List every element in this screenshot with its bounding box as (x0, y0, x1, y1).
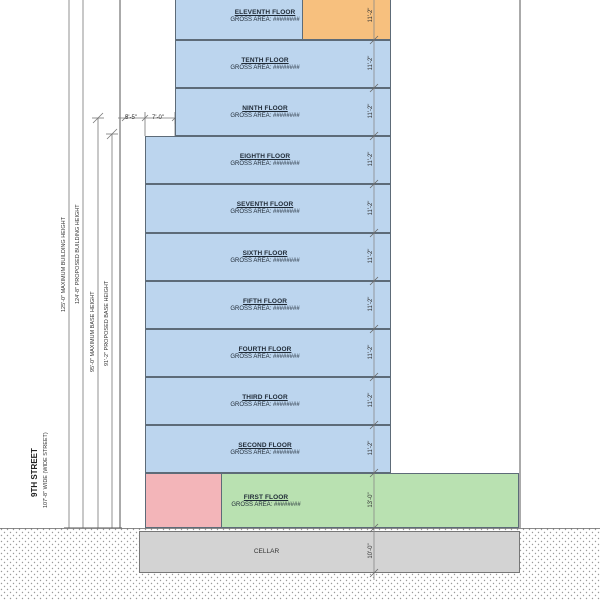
floor-seventh-text: SEVENTH FLOOR GROSS AREA: ######## (230, 201, 300, 215)
street-width: 107'-8" WIDE (WIDE STREET) (43, 432, 49, 508)
floor-height-seventh: 11'-2" (368, 200, 374, 216)
floor-third-text: THIRD FLOOR GROSS AREA: ######## (230, 394, 300, 408)
floor-tenth-text: TENTH FLOOR GROSS AREA: ######## (230, 57, 300, 71)
floor-sixth-text: SIXTH FLOOR GROSS AREA: ######## (230, 250, 300, 264)
floor-height-second: 11'-2" (368, 440, 374, 456)
floor-height-tenth: 11'-2" (368, 55, 374, 71)
floor-height-sixth: 11'-2" (368, 248, 374, 264)
floor-second-text: SECOND FLOOR GROSS AREA: ######## (230, 442, 300, 456)
proposed-building-height-label: 124'-8" PROPOSED BUILDING HEIGHT (75, 204, 81, 304)
floor-height-fourth: 11'-2" (368, 344, 374, 360)
floor-height-ninth: 11'-2" (368, 103, 374, 119)
floor-height-eighth: 11'-2" (368, 151, 374, 167)
max-base-height-label: 95'-0" MAXIMUM BASE HEIGHT (90, 291, 96, 372)
floor-eleventh-text: ELEVENTH FLOOR GROSS AREA: ######## (230, 9, 300, 23)
floor-height-third: 11'-2" (368, 392, 374, 408)
floor-ninth-text: NINTH FLOOR GROSS AREA: ######## (230, 105, 300, 119)
setback-left-label: 5'-5" (125, 115, 137, 121)
floor-eighth-text: EIGHTH FLOOR GROSS AREA: ######## (230, 153, 300, 167)
floor-height-first: 13'-0" (368, 492, 374, 508)
floor-height-fifth: 11'-2" (368, 296, 374, 312)
street-name: 9TH STREET (30, 448, 39, 497)
proposed-base-height-label: 91'-2" PROPOSED BASE HEIGHT (104, 280, 110, 366)
cellar-label: CELLAR (253, 548, 280, 555)
floor-height-cellar: 10'-0" (368, 543, 374, 559)
floor-first-text: FIRST FLOOR GROSS AREA: ######## (231, 494, 301, 508)
floor-fourth-text: FOURTH FLOOR GROSS AREA: ######## (230, 346, 300, 360)
floor-height-eleventh: 11'-2" (368, 7, 374, 23)
max-building-height-label: 125'-0" MAXIMUM BUILDING HEIGHT (61, 217, 67, 312)
setback-right-label: 7'-0" (152, 115, 164, 121)
floor-fifth-text: FIFTH FLOOR GROSS AREA: ######## (230, 298, 300, 312)
